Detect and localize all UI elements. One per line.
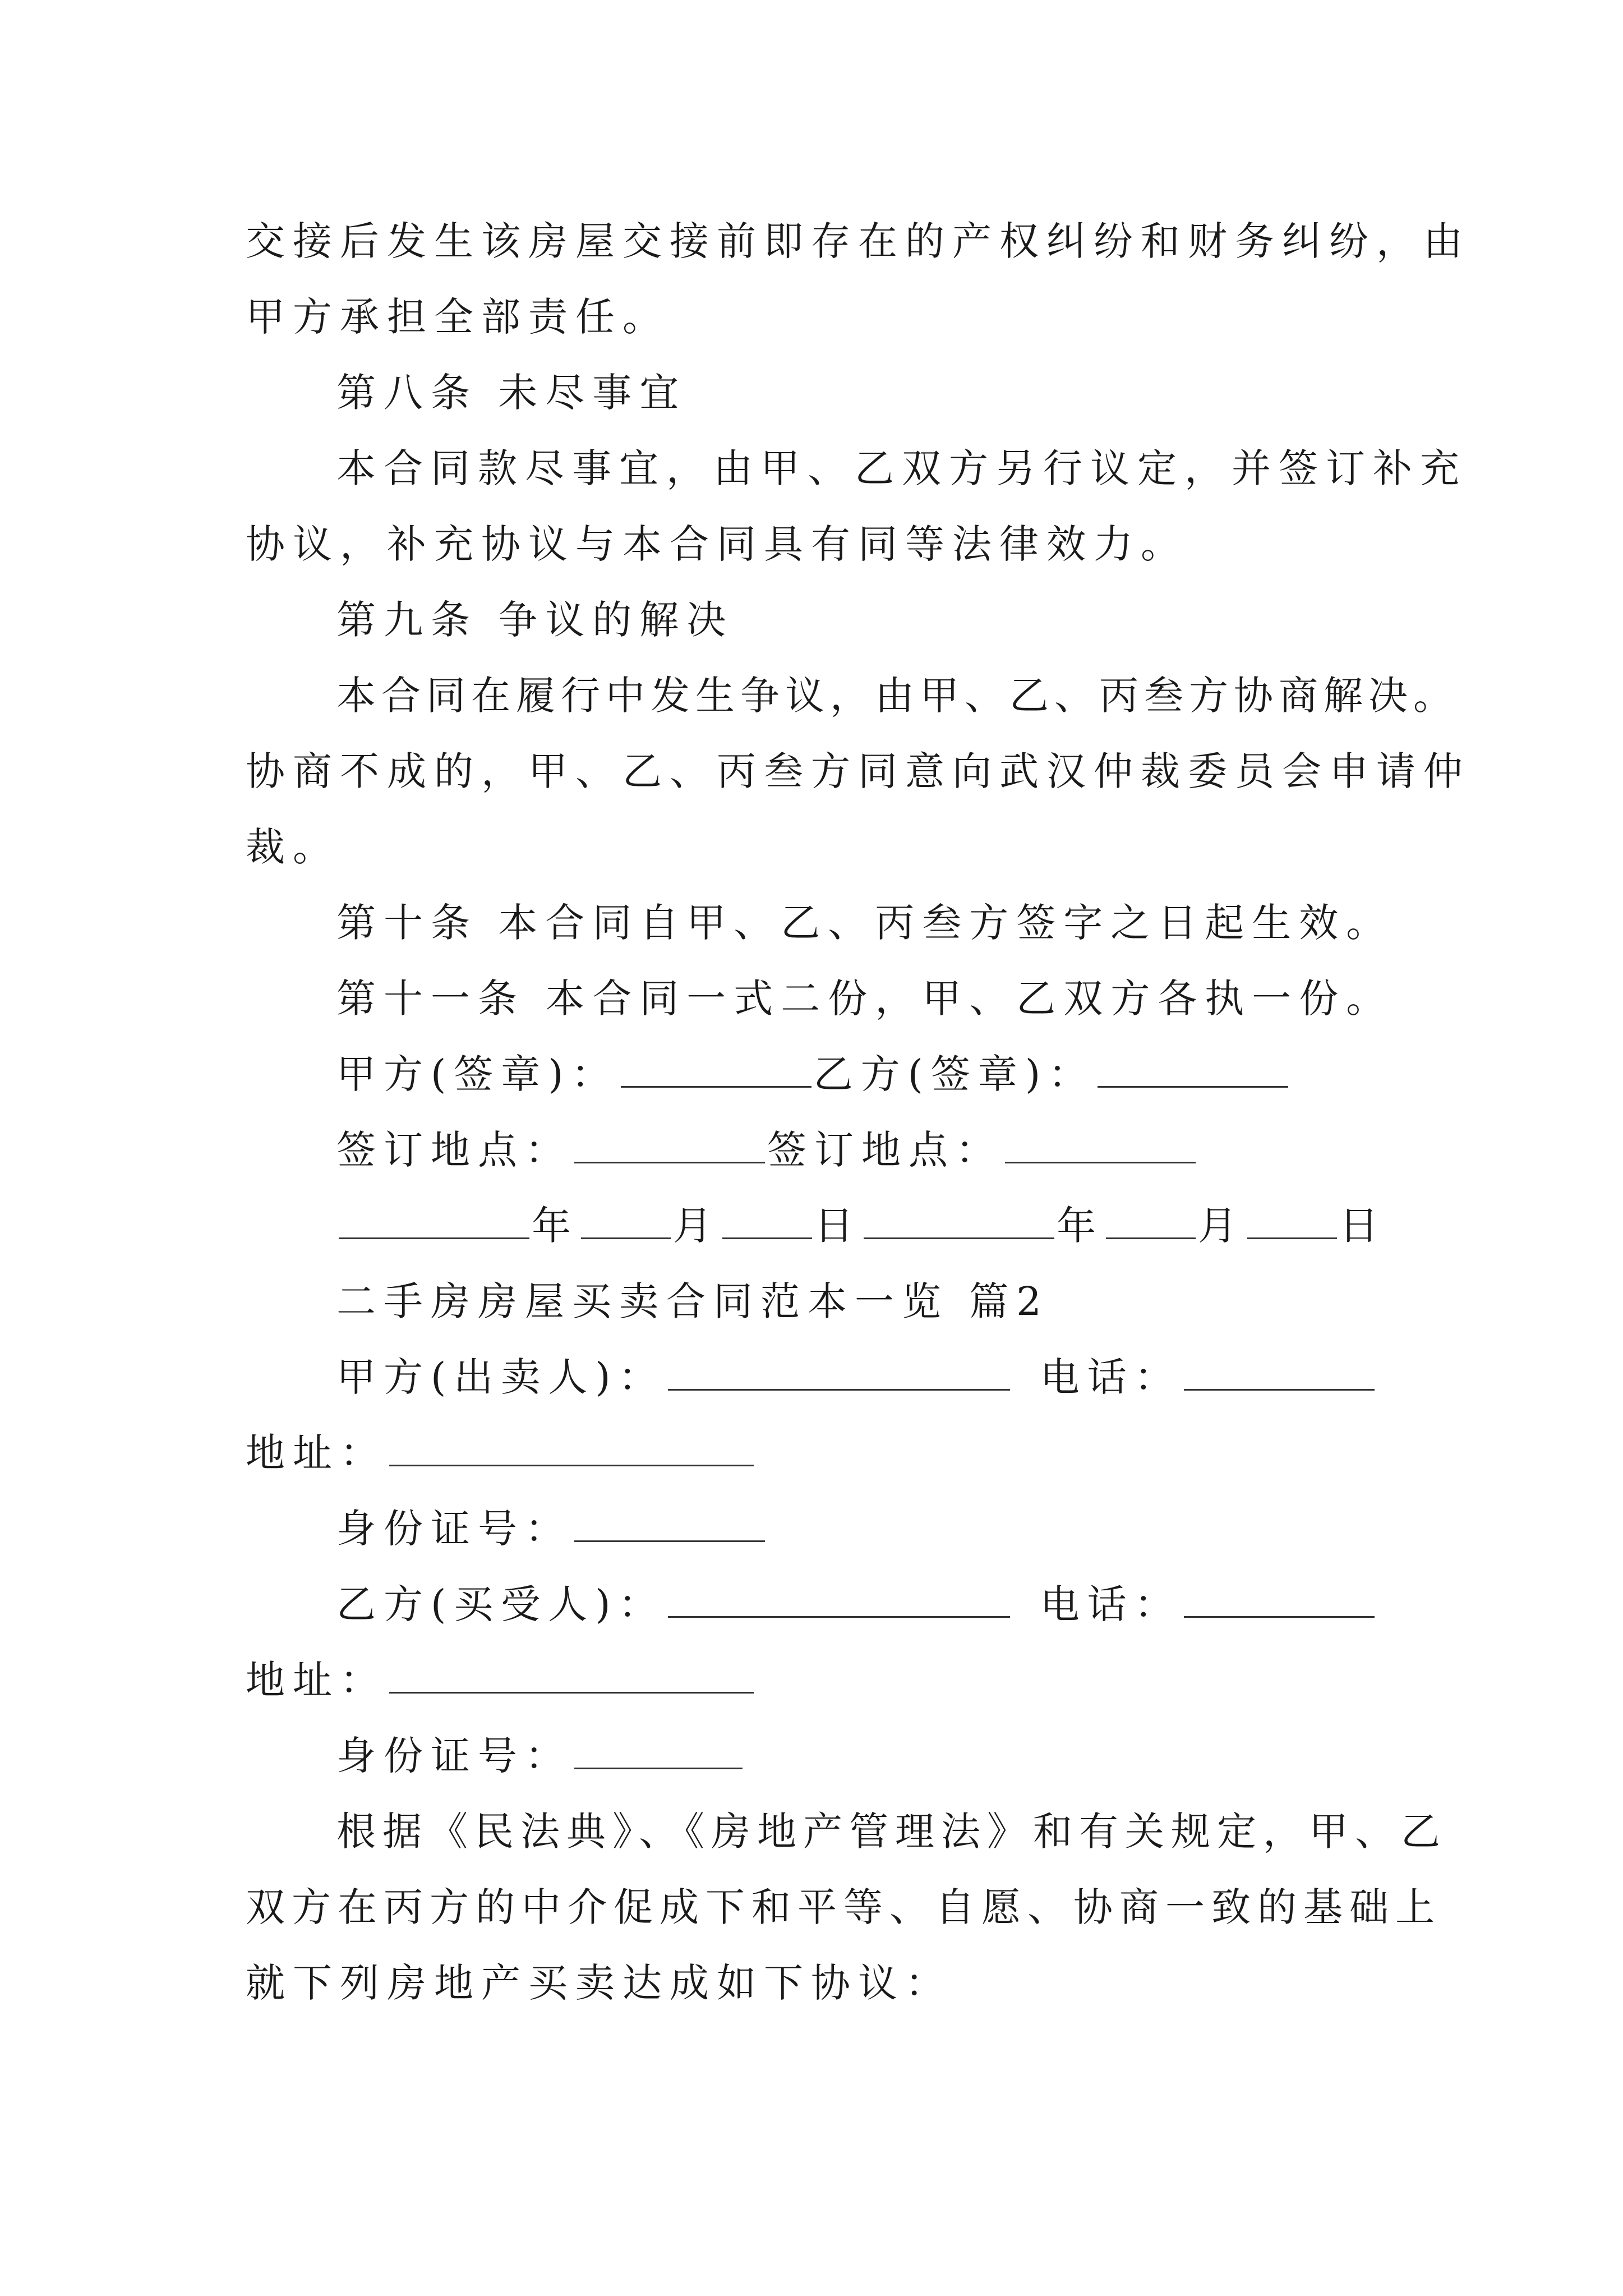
year-blank-b[interactable]: [864, 1198, 1054, 1239]
seller-address-row: [246, 1425, 756, 1481]
seller-id-blank[interactable]: [574, 1501, 765, 1542]
signature-row: [336, 1046, 1290, 1102]
signing-place-blank-a[interactable]: [574, 1122, 765, 1163]
article-text: 第十一条 本合同一式二份，甲、乙双方各执一份。: [336, 976, 1394, 1022]
seller-address-label: 地址：: [246, 1430, 387, 1476]
month-label: 月: [1198, 1203, 1245, 1249]
party-b-signature-label: 乙方(签章)：: [813, 1051, 1096, 1097]
paragraph-line: 裁。: [246, 824, 340, 870]
paragraph-line: 交接后发生该房屋交接前即存在的产权纠纷和财务纠纷，由: [246, 218, 1470, 264]
party-a-signature-label: 甲方(签章)：: [336, 1051, 619, 1097]
day-label: 日: [814, 1203, 861, 1249]
date-row: [336, 1198, 1386, 1254]
paragraph-line: 就下列房地产买卖达成如下协议：: [246, 1960, 952, 2006]
paragraph-line: 协议，补充协议与本合同具有同等法律效力。: [246, 521, 1188, 567]
seller-phone-blank[interactable]: [1184, 1350, 1375, 1391]
paragraph-line: 本合同款尽事宜，由甲、乙双方另行议定，并签订补充: [336, 445, 1467, 491]
seller-address-blank[interactable]: [389, 1425, 754, 1466]
paragraph-line: 本合同在履行中发生争议，由甲、乙、丙叁方协商解决。: [336, 673, 1458, 719]
buyer-label: 乙方(买受人)：: [336, 1581, 666, 1627]
year-label: 年: [532, 1203, 579, 1249]
seller-id-label: 身份证号：: [336, 1506, 572, 1552]
month-label: 月: [673, 1203, 720, 1249]
party-b-signature-blank[interactable]: [1098, 1047, 1288, 1088]
buyer-address-label: 地址：: [246, 1657, 387, 1703]
article-heading: 第九条 争议的解决: [336, 597, 734, 643]
article-text: 第十条 本合同自甲、乙、丙叁方签字之日起生效。: [336, 900, 1394, 946]
signing-place-blank-b[interactable]: [1005, 1122, 1196, 1163]
seller-name-blank[interactable]: [668, 1350, 1010, 1391]
buyer-row: [336, 1576, 1377, 1632]
paragraph-line: 协商不成的，甲、乙、丙叁方同意向武汉仲裁委员会申请仲: [246, 748, 1470, 794]
buyer-address-blank[interactable]: [389, 1653, 754, 1694]
month-blank-b[interactable]: [1106, 1198, 1196, 1239]
day-blank-b[interactable]: [1247, 1198, 1337, 1239]
year-blank-a[interactable]: [339, 1198, 529, 1239]
buyer-id-row: [336, 1728, 745, 1784]
seller-label: 甲方(出卖人)：: [336, 1354, 666, 1400]
buyer-id-blank[interactable]: [574, 1728, 743, 1769]
buyer-phone-label: 电话：: [1040, 1581, 1182, 1627]
signing-place-label-b: 签订地点：: [767, 1127, 1003, 1173]
signing-place-label-a: 签订地点：: [336, 1127, 572, 1173]
year-label: 年: [1057, 1203, 1104, 1249]
buyer-address-row: [246, 1652, 756, 1708]
article-heading: 第八条 未尽事宜: [336, 370, 687, 416]
paragraph-line: 甲方承担全部责任。: [246, 294, 670, 340]
seller-phone-label: 电话：: [1040, 1354, 1182, 1400]
day-label: 日: [1339, 1203, 1386, 1249]
month-blank-a[interactable]: [581, 1198, 671, 1239]
paragraph-line: 双方在丙方的中介促成下和平等、自愿、协商一致的基础上: [246, 1884, 1441, 1930]
signing-place-row: [336, 1122, 1198, 1178]
seller-id-row: [336, 1501, 767, 1557]
buyer-name-blank[interactable]: [668, 1577, 1010, 1618]
day-blank-a[interactable]: [722, 1198, 812, 1239]
buyer-phone-blank[interactable]: [1184, 1577, 1375, 1618]
section-title: 二手房房屋买卖合同范本一览 篇2: [336, 1278, 1049, 1324]
buyer-id-label: 身份证号：: [336, 1733, 572, 1779]
seller-row: [336, 1349, 1377, 1405]
party-a-signature-blank[interactable]: [621, 1047, 811, 1088]
paragraph-line: 根据《民法典》、《房地产管理法》和有关规定，甲、乙: [336, 1809, 1447, 1855]
